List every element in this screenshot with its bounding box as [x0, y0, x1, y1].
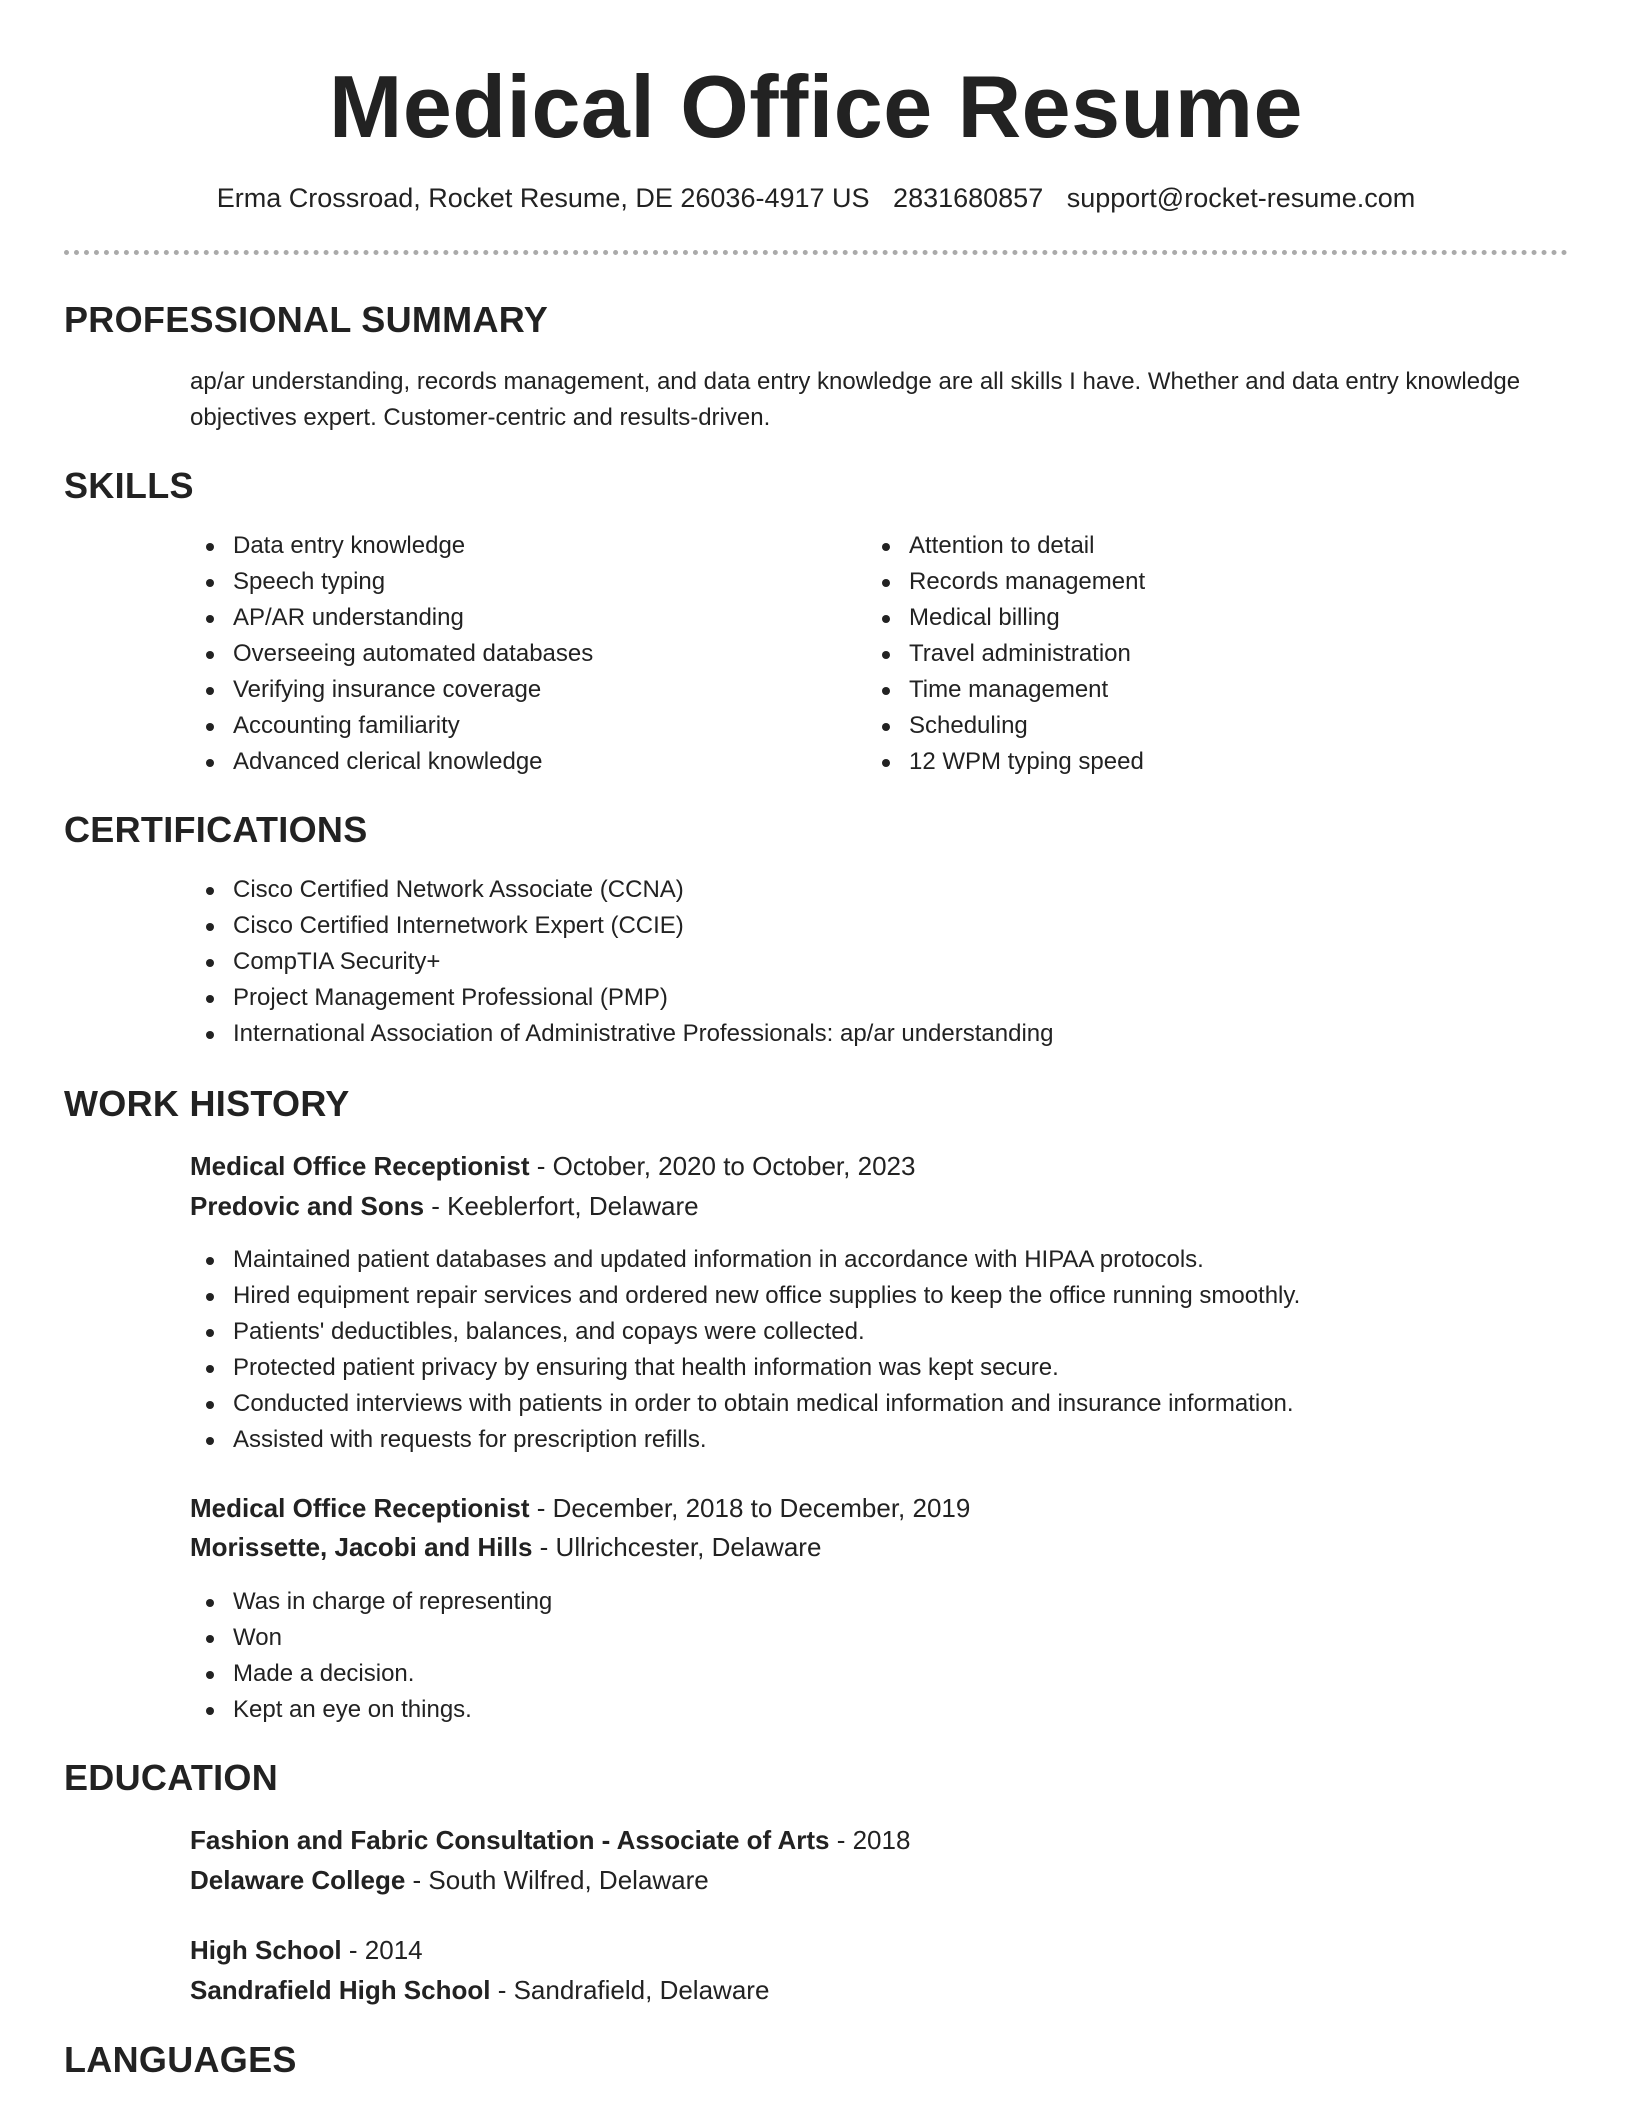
skill-item: AP/AR understanding — [190, 600, 850, 636]
skill-item: 12 WPM typing speed — [866, 744, 1526, 780]
skill-item: Travel administration — [866, 636, 1526, 672]
job-dates: - October, 2020 to October, 2023 — [529, 1151, 916, 1181]
job-duties-list — [190, 1242, 1570, 1458]
skill-item: Speech typing — [190, 564, 850, 600]
job-title: Medical Office Receptionist — [190, 1493, 530, 1523]
skills-heading: SKILLS — [64, 465, 194, 506]
education-degree: Fashion and Fabric Consultation - Associate of Arts — [190, 1825, 830, 1855]
job-duty-item: Kept an eye on things. — [190, 1692, 1570, 1728]
summary-heading: PROFESSIONAL SUMMARY — [64, 299, 549, 340]
job-company: Morissette, Jacobi and Hills — [190, 1532, 533, 1562]
job-company-line — [190, 1529, 821, 1565]
job-dates: - December, 2018 to December, 2019 — [529, 1493, 971, 1523]
job-location: - Keeblerfort, Delaware — [424, 1191, 699, 1221]
job-duty-item: Made a decision. — [190, 1656, 1570, 1692]
job-duty-item: Assisted with requests for prescription refills. — [190, 1422, 1570, 1458]
job-title-line — [190, 1148, 915, 1184]
header-divider — [64, 250, 1568, 255]
job-duty-item: Protected patient privacy by ensuring that health information was kept secure. — [190, 1350, 1570, 1386]
summary-text: ap/ar understanding, records management, and data entry knowledge are all skills I have. Whether and data entry knowledge objectives expert. Customer-centric and results-driven. — [190, 368, 1521, 431]
skill-item: Verifying insurance coverage — [190, 672, 850, 708]
job-location: - Ullrichcester, Delaware — [532, 1532, 822, 1562]
certifications-heading: CERTIFICATIONS — [64, 809, 368, 850]
certification-item: CompTIA Security+ — [190, 944, 1570, 980]
job-duty-item: Maintained patient databases and updated information in accordance with HIPAA protocols. — [190, 1242, 1570, 1278]
certifications-list — [190, 872, 1570, 1052]
certification-item: Cisco Certified Network Associate (CCNA) — [190, 872, 1570, 908]
certification-item: Cisco Certified Internetwork Expert (CCIE) — [190, 908, 1570, 944]
skills-list-left — [190, 528, 850, 780]
resume-title: Medical Office Resume — [329, 57, 1303, 156]
contact-line — [0, 180, 1632, 216]
education-school: Sandrafield High School — [190, 1975, 491, 2005]
certification-item: International Association of Administrative Professionals: ap/ar understanding — [190, 1016, 1570, 1052]
skills-list-right — [866, 528, 1526, 780]
skill-item: Scheduling — [866, 708, 1526, 744]
work-history-heading: WORK HISTORY — [64, 1083, 350, 1124]
job-duty-item: Was in charge of representing — [190, 1584, 1570, 1620]
education-heading: EDUCATION — [64, 1757, 279, 1798]
education-school-line — [190, 1862, 709, 1898]
education-school-line — [190, 1972, 769, 2008]
job-duty-item: Hired equipment repair services and ordered new office supplies to keep the office running smoothly. — [190, 1278, 1570, 1314]
education-degree: High School — [190, 1935, 342, 1965]
job-duties-list — [190, 1584, 1570, 1728]
education-year: - 2018 — [829, 1825, 911, 1855]
job-duty-item: Conducted interviews with patients in order to obtain medical information and insurance information. — [190, 1386, 1570, 1422]
job-company: Predovic and Sons — [190, 1191, 425, 1221]
job-company-line — [190, 1188, 699, 1224]
skill-item: Records management — [866, 564, 1526, 600]
education-school: Delaware College — [190, 1865, 406, 1895]
education-location: - South Wilfred, Delaware — [405, 1865, 709, 1895]
contact-address: Erma Crossroad, Rocket Resume, DE 26036-4917 US — [216, 183, 870, 213]
skill-item: Overseeing automated databases — [190, 636, 850, 672]
job-title-line — [190, 1490, 970, 1526]
certification-item: Project Management Professional (PMP) — [190, 980, 1570, 1016]
education-degree-line — [190, 1932, 423, 1968]
skill-item: Attention to detail — [866, 528, 1526, 564]
contact-email: support@rocket-resume.com — [1066, 183, 1416, 213]
skill-item: Time management — [866, 672, 1526, 708]
languages-heading: LANGUAGES — [64, 2039, 297, 2080]
job-duty-item: Patients' deductibles, balances, and copays were collected. — [190, 1314, 1570, 1350]
skill-item: Advanced clerical knowledge — [190, 744, 850, 780]
education-degree-line — [190, 1822, 910, 1858]
education-location: - Sandrafield, Delaware — [490, 1975, 770, 2005]
skill-item: Data entry knowledge — [190, 528, 850, 564]
job-duty-item: Won — [190, 1620, 1570, 1656]
skill-item: Medical billing — [866, 600, 1526, 636]
job-title: Medical Office Receptionist — [190, 1151, 530, 1181]
contact-phone: 2831680857 — [893, 183, 1044, 213]
education-year: - 2014 — [341, 1935, 423, 1965]
skill-item: Accounting familiarity — [190, 708, 850, 744]
